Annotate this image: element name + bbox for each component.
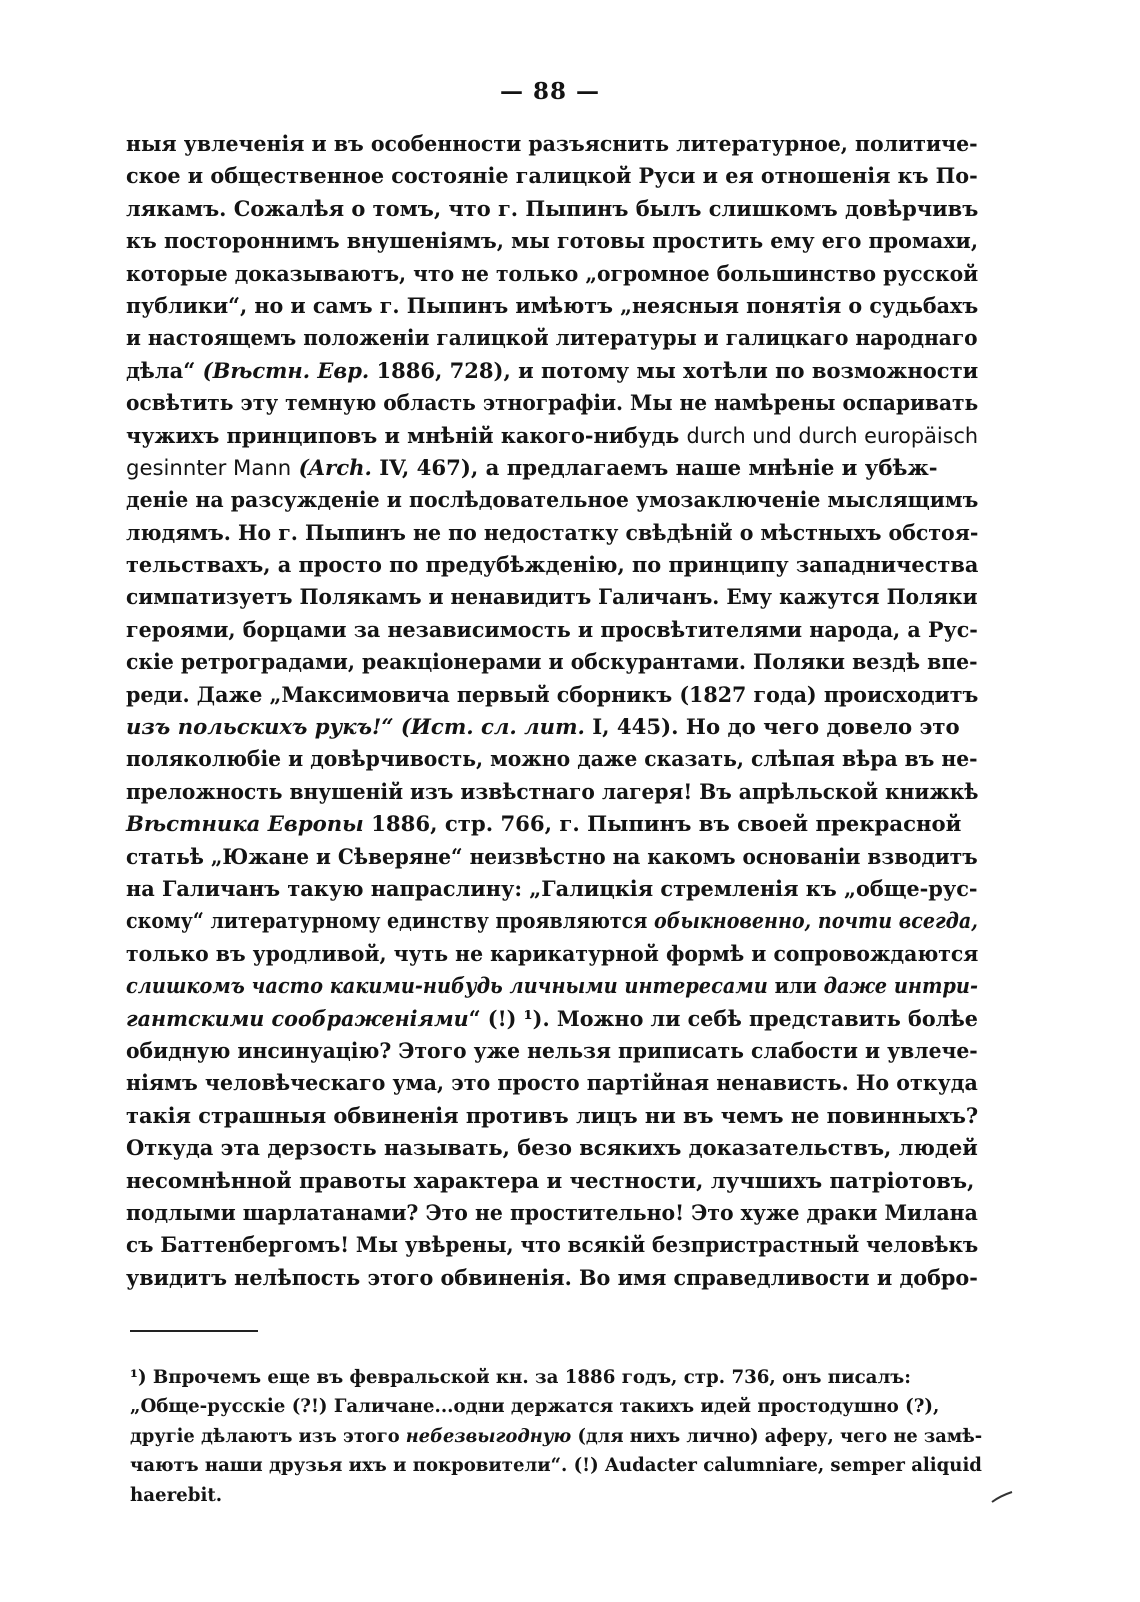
text-line xyxy=(126,905,978,937)
text-segment: такія страшныя обвиненія противъ лицъ ни въ чемъ не повинныхъ? xyxy=(126,1102,979,1128)
text-segment: людямъ. Но г. Пыпинъ не по недостатку свѣдѣній о мѣстныхъ обстоя- xyxy=(126,519,979,545)
text-segment: съ Баттенбергомъ! Мы увѣрены, что всякій безпристрастный человѣкъ xyxy=(126,1232,979,1258)
text-line xyxy=(126,355,979,387)
footnote-line xyxy=(130,1363,982,1392)
text-segment: “ (!) ¹). Можно ли себѣ представить болѣе xyxy=(468,1005,978,1031)
text-segment: ніямъ человѣческаго ума, это просто партійная ненависть. Но откуда xyxy=(126,1070,978,1096)
text-segment: Вѣстника Европы xyxy=(126,811,364,837)
text-line xyxy=(126,614,978,646)
text-line xyxy=(126,970,978,1002)
text-segment: реди. Даже „Максимовича первый сборникъ (1827 года) происходитъ xyxy=(126,681,979,707)
text-segment: I, 445). Но до чего довело это xyxy=(584,714,960,740)
text-segment: публики“, но и самъ г. Пыпинъ имѣютъ „неясныя понятія о судьбахъ xyxy=(126,292,979,318)
text-segment: симпатизуетъ Полякамъ и ненавидитъ Галичанъ. Ему кажутся Поляки xyxy=(126,584,978,610)
text-segment: Откуда эта дерзость называть, безо всякихъ доказательствъ, людей xyxy=(126,1135,978,1161)
text-line xyxy=(126,1003,978,1035)
text-line xyxy=(126,517,979,549)
text-segment: обидную инсинуацію? Этого уже нельзя приписать слабости и увлече- xyxy=(126,1037,978,1063)
pen-stroke-mark xyxy=(990,1490,1014,1504)
text-segment: „Обще-русскіе (?!) Галичане...одни держатся такихъ идей простодушно (?), xyxy=(130,1396,940,1418)
text-line xyxy=(126,420,979,452)
footnote-separator xyxy=(130,1330,258,1332)
text-line xyxy=(126,290,979,322)
text-line xyxy=(126,1165,978,1197)
text-segment: гантскими соображеніями xyxy=(126,1005,469,1031)
text-line xyxy=(126,679,979,711)
text-line xyxy=(126,1035,978,1067)
text-segment: IV, 467), а предлагаемъ наше мнѣніе и убѣж- xyxy=(371,454,938,480)
text-line xyxy=(126,160,978,192)
text-segment xyxy=(291,455,298,480)
text-line xyxy=(126,841,978,873)
text-segment: только въ уродливой, чуть не карикатурной формѣ и сопровождаются xyxy=(126,940,979,966)
text-segment: ¹) Впрочемъ еще въ февральской кн. за 1886 годъ, стр. 736, онъ писалъ: xyxy=(130,1367,911,1388)
text-segment: даже интри- xyxy=(823,973,978,999)
text-segment: ныя увлеченія и въ особенности разъяснить литературное, политиче- xyxy=(126,131,978,156)
text-line xyxy=(126,938,979,970)
text-line xyxy=(126,128,978,160)
text-segment: героями, борцами за независимость и просвѣтителями народа, а Рус- xyxy=(126,616,978,642)
text-segment: статьѣ „Южане и Сѣверяне“ неизвѣстно на какомъ основаніи взводитъ xyxy=(126,843,978,869)
text-segment: преложность внушеній изъ извѣстнаго лагеря! Въ апрѣльской книжкѣ xyxy=(126,778,979,804)
text-segment: на Галичанъ такую напраслину: „Галицкія стремленія къ „обще-рус- xyxy=(126,875,978,901)
text-segment: 1886, стр. 766, г. Пыпинъ въ своей прекрасной xyxy=(363,811,962,837)
footnotes xyxy=(130,1363,982,1510)
text-segment: чужихъ принциповъ и мнѣній какого-нибудь xyxy=(126,422,687,448)
text-segment: небезвыгодную xyxy=(405,1425,572,1447)
text-segment: деніе на разсужденіе и послѣдовательное умозаключеніе мыслящимъ xyxy=(126,487,979,513)
text-segment: тельствахъ, а просто по предубѣжденію, по принципу западничества xyxy=(126,552,979,578)
text-segment: которые доказываютъ, что не только „огромное большинство русской xyxy=(126,260,979,286)
text-segment: слишкомъ часто какими-нибудь личными интересами xyxy=(126,973,768,999)
text-segment: gesinnter Mann xyxy=(126,454,292,480)
text-segment: скому“ литературному единству проявляются xyxy=(126,908,655,934)
text-line xyxy=(126,776,979,808)
text-line xyxy=(126,1100,979,1132)
text-segment: (Arch. xyxy=(298,454,372,480)
page-number: — 88 — xyxy=(499,78,601,105)
text-segment: (Вѣстн. Евр. xyxy=(202,357,370,383)
text-line xyxy=(126,743,978,775)
text-segment: увидитъ нелѣпость этого обвиненія. Во имя справедливости и добро- xyxy=(126,1264,978,1290)
text-line xyxy=(126,225,979,257)
text-segment: другіе дѣлаютъ изъ этого xyxy=(130,1425,406,1447)
text-line xyxy=(126,711,978,743)
text-segment: чаютъ наши друзья ихъ и покровители“. (!) Audacter calumniare, semper aliquid xyxy=(130,1455,982,1477)
footnote-line xyxy=(130,1422,983,1451)
text-line xyxy=(126,452,978,484)
text-line xyxy=(126,808,978,840)
footnote-line xyxy=(130,1451,982,1480)
text-line xyxy=(126,258,979,290)
text-segment: и настоящемъ положеніи галицкой литературы и галицкаго народнаго xyxy=(126,325,978,351)
text-segment: поляколюбіе и довѣрчивость, можно даже сказать, слѣпая вѣра въ не- xyxy=(126,746,978,772)
text-segment: (для нихъ лично) аферу, чего не замѣ- xyxy=(571,1425,983,1447)
text-line xyxy=(126,873,978,905)
text-segment: подлыми шарлатанами? Это не простительно! Это хуже драки Милана xyxy=(126,1199,978,1225)
text-line xyxy=(126,549,979,581)
text-line xyxy=(126,1197,978,1229)
text-segment: лякамъ. Сожалѣя о томъ, что г. Пыпинъ былъ слишкомъ довѣрчивъ xyxy=(126,195,979,221)
text-line xyxy=(126,193,979,225)
text-segment: ское и общественное состояніе галицкой Руси и ея отношенія къ По- xyxy=(126,163,978,189)
text-segment: обыкновенно, почти всегда, xyxy=(654,908,978,934)
text-line xyxy=(126,322,978,354)
text-line xyxy=(126,1132,978,1164)
footnote-line xyxy=(130,1392,982,1421)
main-text xyxy=(126,128,978,1294)
text-segment: или xyxy=(767,973,824,999)
text-line xyxy=(126,387,979,419)
text-line xyxy=(126,1067,978,1099)
text-segment: haerebit. xyxy=(130,1484,223,1506)
text-segment: освѣтить эту темную область этнографіи. Мы не намѣрены оспаривать xyxy=(126,390,979,416)
text-line xyxy=(126,1262,978,1294)
text-segment: изъ польскихъ рукъ!“ (Ист. сл. лит. xyxy=(126,714,585,740)
text-line xyxy=(126,646,978,678)
footnote-line xyxy=(130,1481,982,1510)
text-line xyxy=(126,484,979,516)
text-segment: 1886, 728), и потому мы хотѣли по возможности xyxy=(369,357,979,383)
text-segment: несомнѣнной правоты характера и честности, лучшихъ патріотовъ, xyxy=(126,1167,975,1193)
text-segment: durch und durch europäisch xyxy=(686,422,979,448)
text-line xyxy=(126,581,978,613)
text-segment: дѣла“ xyxy=(126,357,203,383)
text-segment: къ постороннимъ внушеніямъ, мы готовы простить ему его промахи, xyxy=(126,228,979,254)
text-segment: скіе ретроградами, реакціонерами и обскурантами. Поляки вездѣ впе- xyxy=(126,649,978,675)
text-line xyxy=(126,1229,979,1261)
